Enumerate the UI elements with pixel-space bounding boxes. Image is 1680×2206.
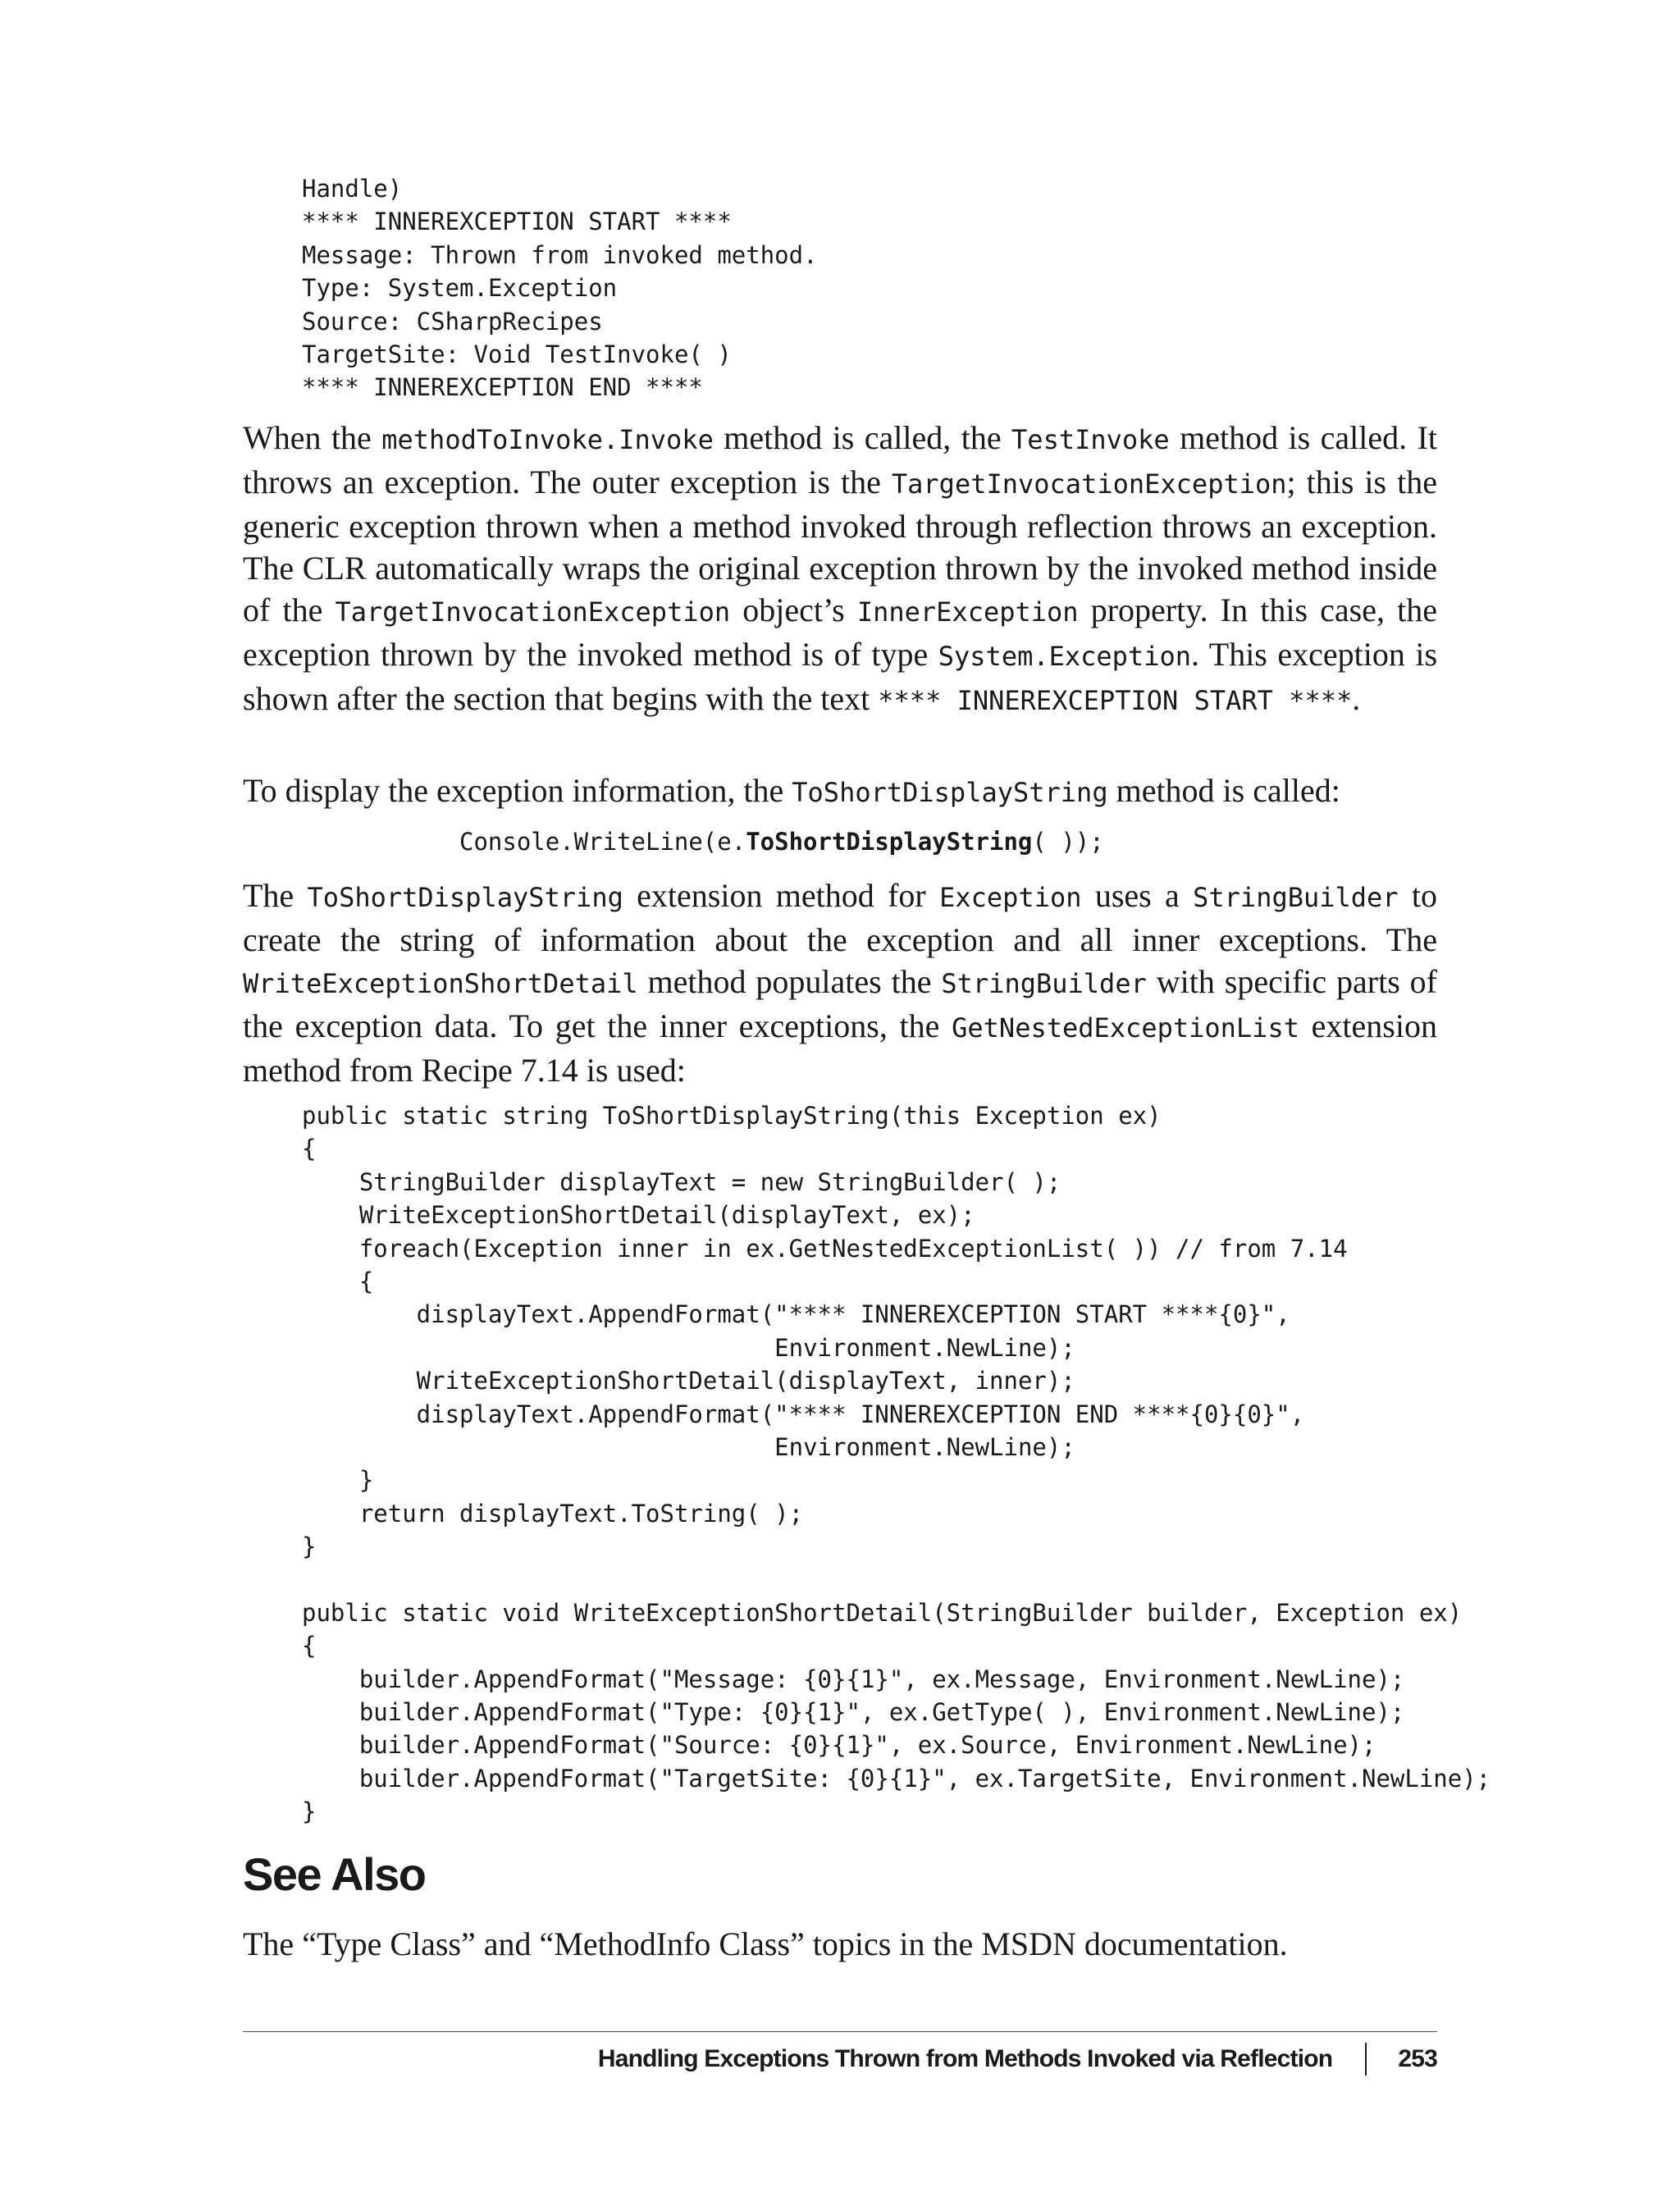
code-line: TargetSite: Void TestInvoke( ) — [302, 340, 732, 368]
see-also-heading: See Also — [243, 1848, 426, 1900]
inline-code: System.Exception — [938, 641, 1191, 672]
text: with specific parts of the exception data. To get the inner exceptions, the — [243, 963, 1437, 1044]
inline-code: ToShortDisplayString — [792, 777, 1108, 808]
code-line: displayText.AppendFormat("**** INNEREXCEPTION START ****{0}", — [302, 1300, 1290, 1329]
text: extension method for — [623, 877, 940, 914]
code-text: Console.WriteLine(e. — [459, 828, 746, 856]
code-line: Type: System.Exception — [302, 274, 618, 303]
text: ; this is the generic exception thrown when a method invoked through reflection throws an exception. The CLR automatically wraps the original exception thrown by the invoked method inside of the — [243, 464, 1437, 628]
paragraph-extension-method — [243, 875, 1437, 1091]
code-line — [302, 1563, 1491, 1596]
text: The — [243, 877, 308, 914]
text: . — [1352, 680, 1361, 717]
code-text-bold: ToShortDisplayString — [746, 828, 1033, 856]
inline-code: methodToInvoke.Invoke — [381, 424, 714, 455]
paragraph-display-intro — [243, 770, 1437, 814]
code-line: public static void WriteExceptionShortDetail(StringBuilder builder, Exception ex) — [302, 1598, 1463, 1627]
code-line: { — [302, 1632, 317, 1660]
inline-code: ToShortDisplayString — [307, 882, 623, 913]
code-line: **** INNEREXCEPTION END **** — [302, 373, 703, 402]
footer-section-title: Handling Exceptions Thrown from Methods Invoked via Reflection — [597, 2045, 1333, 2072]
text: . This exception is shown after the section that begins with the text — [243, 636, 1438, 717]
code-line: } — [302, 1532, 317, 1561]
code-call-line — [459, 825, 1104, 858]
code-line: Message: Thrown from invoked method. — [302, 240, 818, 269]
inline-code: TargetInvocationException — [335, 596, 731, 628]
code-line: } — [302, 1466, 374, 1495]
code-line: StringBuilder displayText = new StringBuilder( ); — [302, 1167, 1061, 1196]
code-line: public static string ToShortDisplayString(this Exception ex) — [302, 1102, 1162, 1130]
inline-code: WriteExceptionShortDetail — [243, 968, 638, 999]
code-line: builder.AppendFormat("Type: {0}{1}", ex.GetType( ), Environment.NewLine); — [302, 1698, 1405, 1727]
code-block-methods — [302, 1099, 1491, 1829]
inline-code: TestInvoke — [1011, 424, 1170, 455]
code-line: builder.AppendFormat("Source: {0}{1}", ex.Source, Environment.NewLine); — [302, 1731, 1376, 1760]
code-line: Environment.NewLine); — [302, 1333, 1075, 1362]
code-line: builder.AppendFormat("Message: {0}{1}", ex.Message, Environment.NewLine); — [302, 1665, 1405, 1693]
code-line: WriteExceptionShortDetail(displayText, ex); — [302, 1201, 975, 1230]
text: method populates the — [637, 963, 942, 1000]
code-line: Environment.NewLine); — [302, 1432, 1075, 1461]
text: to create the string of information about the exception and all inner exceptions. The — [243, 877, 1438, 958]
inline-code: InnerException — [856, 596, 1079, 628]
text: object’s — [730, 591, 857, 628]
code-line: builder.AppendFormat("TargetSite: {0}{1}", ex.TargetSite, Environment.NewLine); — [302, 1764, 1491, 1793]
code-block-output — [302, 172, 818, 404]
text: method is called. It throws an exception. The outer exception is the — [243, 419, 1438, 500]
text: extension method from Recipe 7.14 is used: — [243, 1007, 1437, 1089]
code-line: Source: CSharpRecipes — [302, 307, 603, 336]
code-line: **** INNEREXCEPTION START **** — [302, 208, 732, 236]
see-also-text: The “Type Class” and “MethodInfo Class” topics in the MSDN documentation. — [243, 1925, 1288, 1962]
code-line: WriteExceptionShortDetail(displayText, inner); — [302, 1367, 1075, 1395]
footer-separator — [1365, 2043, 1367, 2076]
code-line: Handle) — [302, 175, 403, 203]
inline-code: **** INNEREXCEPTION START **** — [878, 685, 1353, 716]
page-footer — [598, 2043, 1437, 2076]
text: When the — [243, 419, 382, 456]
inline-code: Exception — [939, 882, 1082, 913]
code-line: { — [302, 1135, 317, 1163]
code-line: displayText.AppendFormat("**** INNEREXCEPTION END ****{0}{0}", — [302, 1400, 1305, 1428]
code-line: foreach(Exception inner in ex.GetNestedExceptionList( )) // from 7.14 — [302, 1234, 1348, 1263]
footer-divider — [243, 2031, 1437, 2032]
code-text: ( )); — [1032, 828, 1104, 856]
code-line: } — [302, 1797, 317, 1826]
text: method is called, the — [713, 419, 1012, 456]
inline-code: StringBuilder — [941, 968, 1147, 999]
inline-code: GetNestedExceptionList — [952, 1012, 1299, 1044]
code-line: return displayText.ToString( ); — [302, 1499, 804, 1528]
text: property. In this case, the exception thrown by the invoked method is of type — [243, 591, 1438, 673]
page-number: 253 — [1398, 2045, 1437, 2072]
paragraph-invoke-explanation — [243, 417, 1437, 722]
text: method is called: — [1107, 772, 1340, 809]
code-line: { — [302, 1267, 374, 1295]
inline-code: TargetInvocationException — [891, 468, 1287, 500]
text: uses a — [1081, 877, 1194, 914]
inline-code: StringBuilder — [1193, 882, 1399, 913]
text: To display the exception information, the — [243, 772, 792, 809]
